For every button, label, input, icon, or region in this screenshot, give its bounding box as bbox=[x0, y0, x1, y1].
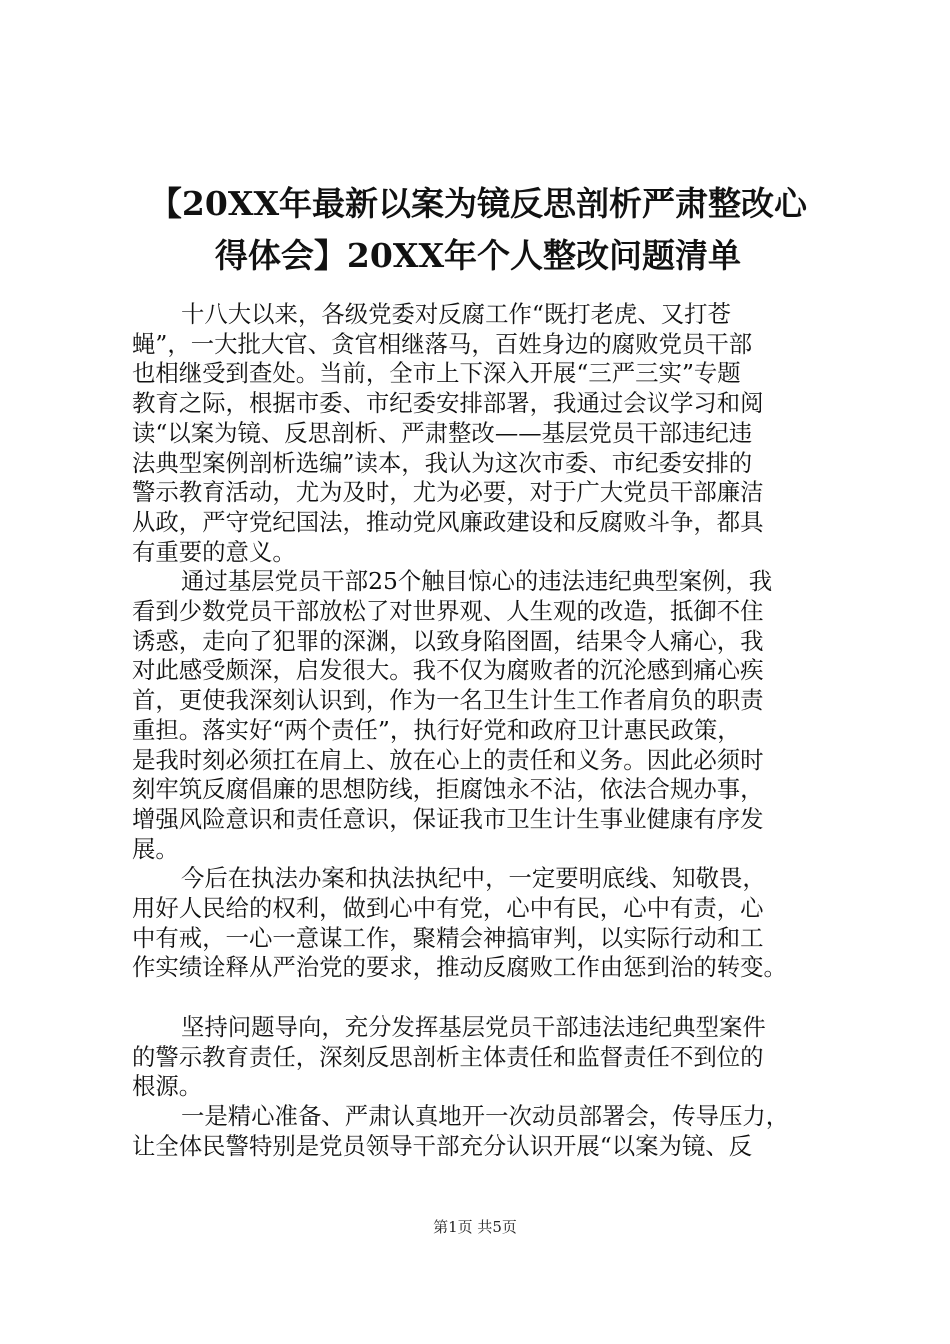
text-line: 一是精心准备、严肃认真地开一次动员部署会，传导压力， bbox=[181, 1101, 790, 1130]
text-line: 诱惑，走向了犯罪的深渊，以致身陷囹圄，结果令人痛心，我 bbox=[132, 626, 764, 655]
text-line: 重担。落实好“两个责任”，执行好党和政府卫计惠民政策， bbox=[132, 715, 741, 744]
paragraph-spacer bbox=[132, 983, 840, 1013]
title-line-2: 得体会】20XX年个人整改问题清单 bbox=[214, 236, 742, 275]
title-line-1: 【20XX年最新以案为镜反思剖析严肃整改心 bbox=[148, 184, 808, 223]
text-line: 教育之际，根据市委、市纪委安排部署，我通过会议学习和阅 bbox=[132, 389, 764, 418]
text-line: 十八大以来，各级党委对反腐工作“既打老虎、又打苍 bbox=[181, 300, 731, 328]
text-line: 根源。 bbox=[132, 1072, 203, 1101]
paragraph-3 bbox=[132, 864, 840, 983]
text-line: 有重要的意义。 bbox=[132, 537, 296, 566]
page-footer: 第1页 共5页 bbox=[433, 1218, 517, 1236]
text-line: 读“以案为镜、反思剖析、严肃整改——基层党员干部违纪违 bbox=[132, 418, 753, 447]
paragraph-4 bbox=[132, 1013, 840, 1102]
text-line: 展。 bbox=[132, 834, 179, 863]
text-line: 今后在执法办案和执法执纪中，一定要明底线、知敬畏， bbox=[181, 864, 766, 893]
paragraph-2 bbox=[132, 567, 840, 864]
document-body bbox=[132, 300, 840, 1161]
document-title bbox=[128, 178, 828, 282]
text-line: 首，更使我深刻认识到，作为一名卫生计生工作者肩负的职责 bbox=[132, 686, 764, 715]
text-line: 增强风险意识和责任意识，保证我市卫生计生事业健康有序发 bbox=[132, 804, 764, 833]
text-line: 作实绩诠释从严治党的要求，推动反腐败工作由惩到治的转变。 bbox=[132, 953, 787, 982]
text-line: 刻牢筑反腐倡廉的思想防线，拒腐蚀永不沾，依法合规办事， bbox=[132, 775, 764, 804]
text-line: 法典型案例剖析选编”读本，我认为这次市委、市纪委安排的 bbox=[132, 448, 753, 477]
text-line: 坚持问题导向，充分发挥基层党员干部违法违纪典型案件 bbox=[181, 1012, 766, 1041]
paragraph-5 bbox=[132, 1102, 840, 1161]
text-line: 通过基层党员干部25个触目惊心的违法违纪典型案例，我 bbox=[181, 567, 773, 596]
text-line: 警示教育活动，尤为及时，尤为必要，对于广大党员干部廉洁 bbox=[132, 478, 764, 507]
text-line: 对此感受颇深，启发很大。我不仅为腐败者的沉沦感到痛心疾 bbox=[132, 656, 764, 685]
text-line: 是我时刻必须扛在肩上、放在心上的责任和义务。因此必须时 bbox=[132, 745, 764, 774]
text-line: 也相继受到查处。当前，全市上下深入开展“三严三实”专题 bbox=[132, 359, 741, 388]
text-line: 中有戒，一心一意谋工作，聚精会神搞审判，以实际行动和工 bbox=[132, 923, 764, 952]
text-line: 从政，严守党纪国法，推动党风廉政建设和反腐败斗争，都具 bbox=[132, 507, 764, 536]
text-line: 蝇”，一大批大官、贪官相继落马，百姓身边的腐败党员干部 bbox=[132, 329, 753, 358]
text-line: 用好人民给的权利，做到心中有党，心中有民，心中有责，心 bbox=[132, 894, 764, 923]
text-line: 看到少数党员干部放松了对世界观、人生观的改造，抵御不住 bbox=[132, 597, 764, 626]
text-line: 的警示教育责任，深刻反思剖析主体责任和监督责任不到位的 bbox=[132, 1042, 764, 1071]
paragraph-1 bbox=[132, 300, 840, 567]
text-line: 让全体民警特别是党员领导干部充分认识开展“以案为镜、反 bbox=[132, 1131, 753, 1160]
